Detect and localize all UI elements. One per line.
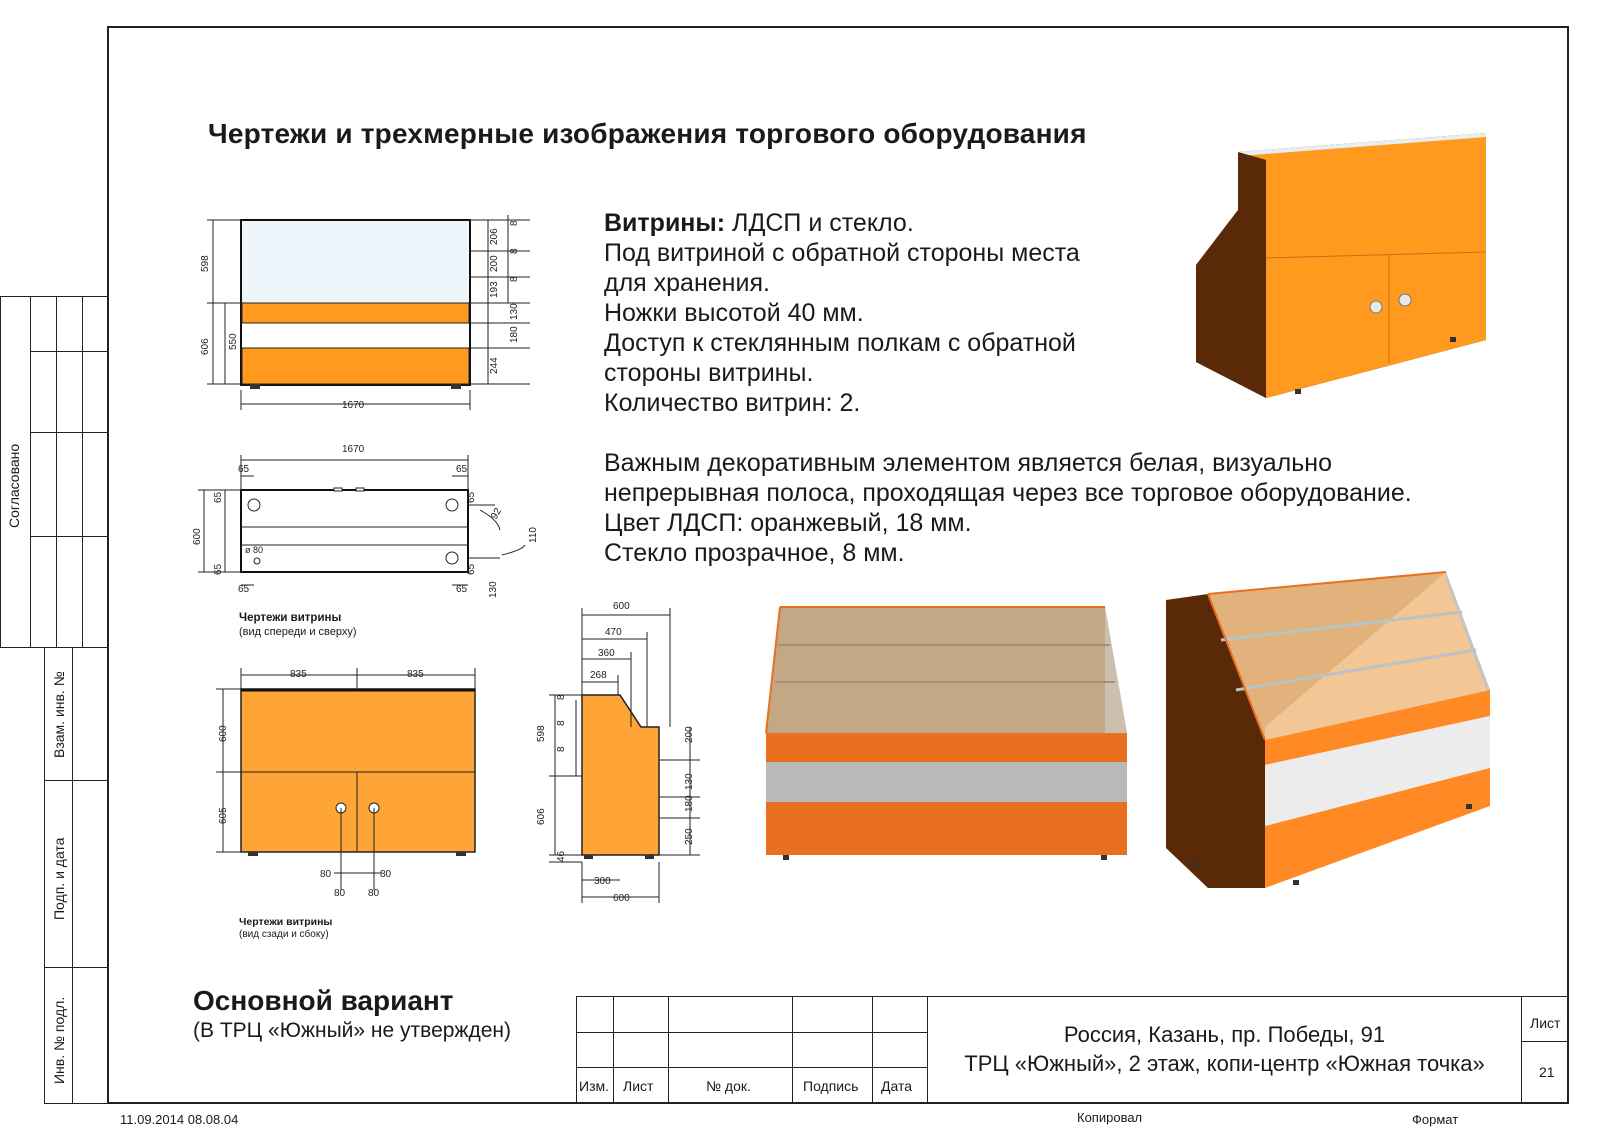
side-r130-label: 130 (684, 773, 695, 790)
front-top-caption-sub: (вид спереди и сверху) (239, 626, 357, 638)
back-h605-label: 605 (218, 807, 229, 824)
description-line-5: Доступ к стеклянным полкам с обратной (604, 329, 1076, 357)
side-r250-label: 250 (684, 828, 695, 845)
tb-header-change: Изм. (579, 1078, 609, 1094)
render-back-3d (1196, 133, 1486, 398)
back-w835-label-2: 835 (407, 669, 424, 680)
front-r8-label-1: 8 (509, 220, 520, 226)
variant-subtitle: (В ТРЦ «Южный» не утвержден) (193, 1019, 511, 1042)
back-side-caption-sub: (вид сзади и сбоку) (239, 929, 329, 940)
description-line-8: Важным декоративным элементом является белая, визуально (604, 449, 1332, 477)
front-r206-label: 206 (489, 228, 500, 245)
description-line-10: Цвет ЛДСП: оранжевый, 18 мм. (604, 509, 972, 537)
tb-header-doc: № док. (706, 1078, 751, 1094)
top-d110-label: 110 (528, 527, 539, 543)
back-w835-label-1: 835 (290, 669, 307, 680)
sign-date-label: Подп. и дата (51, 837, 67, 920)
side-w360-label: 360 (598, 648, 615, 659)
top-d65-label-6: 65 (213, 563, 224, 575)
side-w268-label: 268 (590, 670, 607, 681)
top-width-label: 1670 (342, 444, 365, 455)
top-d65-label-4: 65 (456, 584, 468, 595)
back-d80-label-2: 80 (380, 869, 392, 880)
description-line-9: непрерывная полоса, проходящая через все торговое оборудование. (604, 479, 1412, 507)
side-r8-label-1: 8 (556, 694, 567, 700)
front-h-inner-label: 550 (228, 333, 239, 350)
side-r200-label: 200 (684, 726, 695, 743)
tb-header-signature: Подпись (803, 1078, 859, 1094)
back-d80-label-3: 80 (334, 888, 346, 899)
description-line-11: Стекло прозрачное, 8 мм. (604, 539, 905, 567)
variant-block (193, 985, 511, 1043)
front-r200-label: 200 (489, 255, 500, 272)
description-line-2: Под витриной с обратной стороны места (604, 239, 1080, 267)
front-r8-label-3: 8 (509, 276, 520, 282)
description-line-3: для хранения. (604, 269, 770, 297)
top-d65-label-7: 65 (466, 491, 477, 503)
front-r193-label: 193 (489, 281, 500, 298)
side-w470-label: 470 (605, 627, 622, 638)
footer-copied: Копировал (1077, 1110, 1143, 1125)
front-r8-label-2: 8 (509, 248, 520, 254)
tb-header-date: Дата (881, 1078, 913, 1094)
side-h598-label: 598 (536, 725, 547, 742)
front-top-caption-title: Чертежи витрины (239, 612, 342, 624)
side-h606-label: 606 (536, 808, 547, 825)
tb-address-line-2: ТРЦ «Южный», 2 этаж, копи-центр «Южная точка» (964, 1051, 1485, 1076)
tb-sheet-number: 21 (1539, 1064, 1555, 1080)
inv-sub-label: Инв. № подл. (51, 996, 67, 1084)
front-h-top-label: 598 (200, 255, 211, 272)
front-h-bottom-label: 606 (200, 338, 211, 355)
top-d65-label-1: 65 (238, 464, 250, 475)
page-title: Чертежи и трехмерные изображения торгового оборудования (208, 118, 1087, 149)
top-d92-label: 92 (489, 506, 505, 522)
front-width-label: 1670 (342, 400, 365, 411)
side-r180-label: 180 (684, 795, 695, 812)
top-d65-label-8: 65 (466, 563, 477, 575)
top-d65-label-3: 65 (238, 584, 250, 595)
side-w300-label: 300 (594, 876, 611, 887)
side-w600b-label: 600 (613, 893, 630, 904)
description-line-1: Витрины: ЛДСП и стекло. (604, 209, 914, 237)
footer-format: Формат (1412, 1112, 1459, 1127)
render-side-3d (1166, 572, 1490, 888)
side-h46-label: 46 (556, 850, 567, 862)
agreed-label: Согласовано (6, 443, 22, 528)
description-line-7: Количество витрин: 2. (604, 389, 861, 417)
top-d65-label-2: 65 (456, 464, 468, 475)
back-h600-label: 600 (218, 725, 229, 742)
side-w600-label: 600 (613, 601, 630, 612)
description-heading: Витрины: (604, 209, 726, 237)
top-depth-label: 600 (192, 528, 203, 545)
back-d80-label-4: 80 (368, 888, 380, 899)
variant-title: Основной вариант (193, 985, 454, 1016)
front-r244-label: 244 (489, 357, 500, 374)
swap-inv-label: Взам. инв. № (51, 671, 67, 758)
top-d130-label: 130 (488, 581, 499, 598)
description-line-6: стороны витрины. (604, 359, 814, 387)
back-d80-label-1: 80 (320, 869, 332, 880)
tb-address (928, 1020, 1521, 1078)
back-side-caption-title: Чертежи витрины (239, 916, 333, 928)
tb-address-line-1: Россия, Казань, пр. Победы, 91 (1063, 1022, 1386, 1047)
side-r8-label-3: 8 (556, 746, 567, 752)
front-r130-label: 130 (509, 303, 520, 320)
tb-header-sheet: Лист (623, 1078, 654, 1094)
render-front-3d (766, 607, 1127, 860)
top-d65-label-5: 65 (213, 491, 224, 503)
side-r8-label-2: 8 (556, 720, 567, 726)
front-r180-label: 180 (509, 326, 520, 343)
footer-timestamp: 11.09.2014 08.08.04 (120, 1112, 239, 1127)
top-d80-label: ø 80 (245, 545, 264, 555)
description-line-4: Ножки высотой 40 мм. (604, 299, 864, 327)
tb-sheet-label: Лист (1530, 1015, 1561, 1031)
